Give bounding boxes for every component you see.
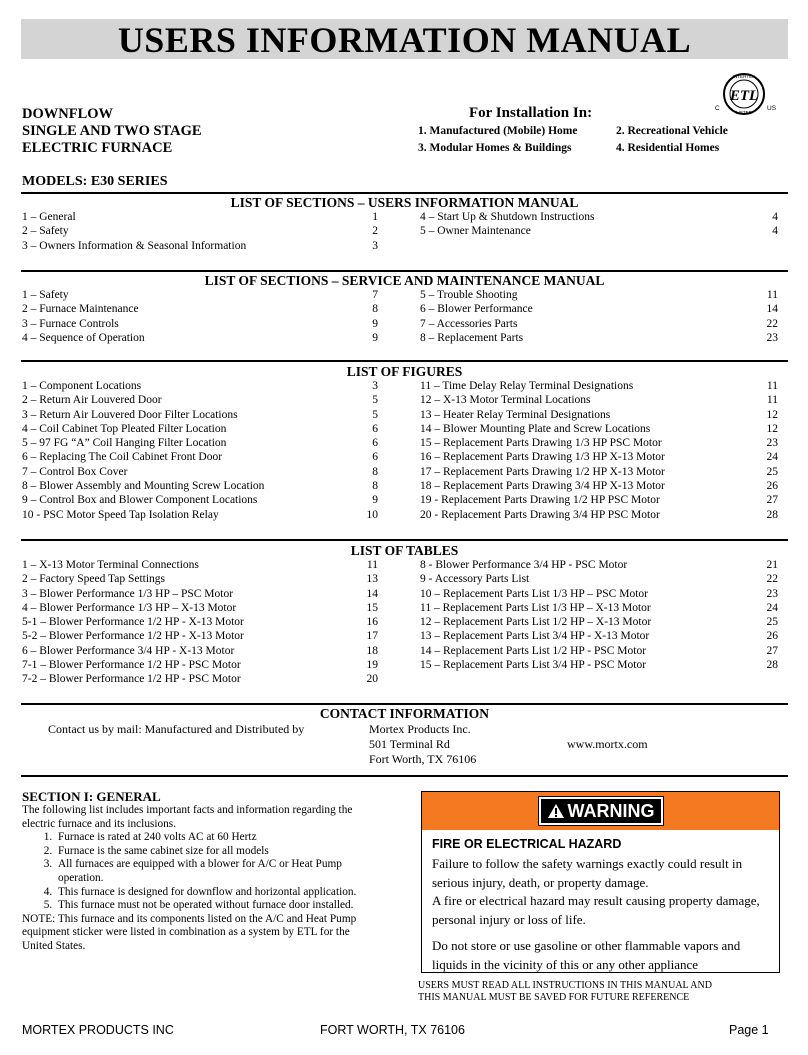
list-item	[420, 629, 778, 643]
item-title: 6 – Blower Performance	[420, 303, 533, 316]
item-title: 15 – Replacement Parts List 3/4 HP - PSC Motor	[420, 659, 647, 672]
page-number: 12	[766, 408, 778, 421]
page-number: 26	[766, 480, 778, 493]
list-item	[420, 601, 778, 615]
page-number: 27	[766, 644, 778, 657]
list-item	[420, 331, 778, 345]
item-title: 5 – Owner Maintenance	[420, 225, 531, 238]
contact-title: CONTACT INFORMATION	[319, 706, 490, 721]
page-number: 23	[766, 437, 778, 450]
footer-page-number: Page 1	[729, 1023, 769, 1037]
list-item	[22, 508, 378, 522]
page-number: 20	[366, 673, 378, 686]
item-title: 4 – Start Up & Shutdown Instructions	[420, 211, 595, 223]
page-number: 11	[766, 394, 778, 407]
users-sections-right	[420, 210, 778, 239]
page-number: 25	[766, 465, 778, 478]
page-number: 13	[366, 573, 378, 586]
list-item	[22, 224, 378, 238]
list-item	[420, 572, 778, 586]
general-note: NOTE: This furnace and its components listed on the A/C and Heat Pump equipment sticker were listed in combination as a system by ETL for the United States.	[22, 912, 357, 952]
item-title: 16 – Replacement Parts Drawing 1/3 HP X-13 Motor	[420, 451, 665, 464]
list-item	[420, 422, 778, 436]
divider	[21, 192, 788, 194]
header-line-1: DOWNFLOW	[22, 106, 114, 122]
item-title: 6 – Blower Performance 3/4 HP - X-13 Motor	[22, 644, 235, 657]
installation-item: 4. Residential Homes	[616, 142, 720, 154]
warning-para-3: Do not store or use gasoline or other flammable vapors and liquids in the vicinity of this or any other appliance	[432, 938, 741, 972]
page-number: 12	[766, 422, 778, 435]
item-title: 8 - Blower Performance 3/4 HP - PSC Motor	[420, 559, 628, 571]
item-title: 1 – X-13 Motor Terminal Connections	[22, 559, 199, 571]
list-item	[22, 572, 378, 586]
general-list	[22, 831, 372, 913]
website-link[interactable]: www.mortx.com	[567, 737, 648, 751]
list-item	[22, 210, 378, 224]
warning-header	[422, 792, 779, 830]
item-title: 2 – Return Air Louvered Door	[22, 394, 162, 407]
page-number: 1	[372, 211, 378, 223]
header-line-3: ELECTRIC FURNACE	[22, 140, 173, 156]
item-title: 2 – Safety	[22, 225, 69, 238]
item-title: 12 – X-13 Motor Terminal Locations	[420, 394, 591, 407]
page-number: 18	[366, 644, 378, 657]
list-item	[22, 422, 378, 436]
item-title: 8 – Blower Assembly and Mounting Screw Location	[22, 480, 265, 493]
divider	[21, 539, 788, 541]
page-number: 4	[772, 225, 778, 238]
etl-c: C	[715, 105, 720, 112]
warning-para-1: Failure to follow the safety warnings exactly could result in serious injury, death, or property damage.	[432, 856, 743, 890]
page-number: 9	[372, 331, 378, 344]
list-item	[420, 224, 778, 238]
page-number: 9	[372, 494, 378, 507]
item-title: 18 – Replacement Parts Drawing 3/4 HP X-13 Motor	[420, 480, 665, 493]
list-item	[420, 302, 778, 316]
page-number: 5	[372, 394, 378, 407]
must-read-line: USERS MUST READ ALL INSTRUCTIONS IN THIS MANUAL AND	[418, 980, 712, 991]
item-title: 7 – Accessories Parts	[420, 317, 518, 330]
divider	[21, 703, 788, 705]
list-item	[420, 436, 778, 450]
etl-top-text: INTERTEK	[732, 74, 756, 79]
figures-title: LIST OF FIGURES	[346, 364, 463, 379]
page-number: 11	[766, 380, 778, 392]
list-item	[420, 465, 778, 479]
item-title: 4 – Blower Performance 1/3 HP – X-13 Motor	[22, 601, 237, 614]
models-line: MODELS: E30 SERIES	[22, 174, 168, 189]
item-title: 9 - Accessory Parts List	[420, 573, 530, 586]
list-item	[420, 587, 778, 601]
list-item: 5. This furnace must not be operated without furnace door installed.	[55, 899, 372, 913]
list-item	[420, 493, 778, 507]
installation-item: 1. Manufactured (Mobile) Home	[418, 125, 578, 137]
list-item	[22, 587, 378, 601]
list-item: 2. Furnace is the same cabinet size for all models	[55, 845, 372, 859]
tables-title: LIST OF TABLES	[350, 543, 459, 558]
item-title: 2 – Furnace Maintenance	[22, 303, 139, 316]
section-general-body	[22, 804, 372, 954]
item-title: 13 – Heater Relay Terminal Designations	[420, 408, 611, 421]
page-number: 24	[766, 601, 778, 614]
page-number: 3	[372, 380, 378, 392]
page-number: 3	[372, 239, 378, 252]
city-address: Fort Worth, TX 76106	[369, 752, 477, 766]
street-address: 501 Terminal Rd	[369, 737, 450, 751]
item-title: 13 – Replacement Parts List 3/4 HP - X-13 Motor	[420, 630, 650, 643]
item-title: 11 – Replacement Parts List 1/3 HP – X-13 Motor	[420, 601, 651, 614]
list-item	[22, 644, 378, 658]
list-item	[420, 450, 778, 464]
installation-item: 3. Modular Homes & Buildings	[418, 142, 572, 154]
warning-box	[421, 791, 780, 973]
page-number: 25	[766, 616, 778, 629]
list-item	[420, 408, 778, 422]
document-title: USERS INFORMATION MANUAL	[21, 19, 788, 59]
footer-location: FORT WORTH, TX 76106	[320, 1023, 465, 1037]
page-number: 6	[372, 451, 378, 464]
list-item	[22, 302, 378, 316]
section-general-title: SECTION I: GENERAL	[22, 789, 161, 804]
item-title: 2 – Factory Speed Tap Settings	[22, 573, 166, 586]
item-title: 3 – Furnace Controls	[22, 317, 119, 330]
contact-label: Contact us by mail: Manufactured and Distributed by	[48, 722, 305, 736]
item-title: 3 – Return Air Louvered Door Filter Locations	[22, 408, 238, 421]
list-item	[22, 288, 378, 302]
list-item	[22, 493, 378, 507]
page-number: 2	[372, 225, 378, 238]
list-item	[420, 317, 778, 331]
item-title: 6 – Replacing The Coil Cabinet Front Door	[22, 451, 223, 464]
item-title: 1 – General	[22, 211, 76, 223]
list-item	[22, 465, 378, 479]
list-item	[22, 601, 378, 615]
page-number: 15	[366, 601, 378, 614]
page-number: 11	[766, 289, 778, 301]
item-title: 4 – Coil Cabinet Top Pleated Filter Location	[22, 422, 227, 435]
figures-right	[420, 379, 778, 522]
list-item	[22, 393, 378, 407]
page-number: 14	[366, 587, 378, 600]
page-number: 6	[372, 422, 378, 435]
list-item: 1. Furnace is rated at 240 volts AC at 60 Hertz	[55, 831, 372, 845]
list-item	[420, 508, 778, 522]
etl-mark: ETL	[729, 88, 759, 104]
list-item	[22, 629, 378, 643]
item-title: 15 – Replacement Parts Drawing 1/3 HP PSC Motor	[420, 437, 662, 450]
item-title: 5 – 97 FG “A” Coil Hanging Filter Location	[22, 437, 227, 450]
list-item	[22, 331, 378, 345]
divider	[21, 270, 788, 272]
list-item	[420, 558, 778, 572]
list-item	[22, 450, 378, 464]
item-title: 5-1 – Blower Performance 1/2 HP - X-13 Motor	[22, 616, 244, 629]
list-item	[420, 393, 778, 407]
warning-label	[539, 797, 663, 825]
page-number: 9	[372, 317, 378, 330]
page-number: 4	[772, 211, 778, 223]
list-item	[22, 658, 378, 672]
item-title: 17 – Replacement Parts Drawing 1/2 HP X-13 Motor	[420, 465, 665, 478]
page-number: 14	[766, 303, 778, 316]
page-number: 10	[366, 508, 378, 521]
list-item	[420, 288, 778, 302]
warning-para-2: A fire or electrical hazard may result causing property damage, personal injury or loss of life.	[432, 893, 760, 927]
list-item: 3. All furnaces are equipped with a blower for A/C or Heat Pump operation.	[55, 858, 372, 885]
page-number: 6	[372, 437, 378, 450]
etl-listed-logo	[710, 70, 778, 120]
list-item	[22, 479, 378, 493]
item-title: 7 – Control Box Cover	[22, 465, 128, 478]
list-item	[420, 644, 778, 658]
page-number: 17	[366, 630, 378, 643]
must-read-notice	[418, 980, 712, 1004]
page-number: 21	[766, 559, 778, 571]
item-title: 14 – Replacement Parts List 1/2 HP - PSC Motor	[420, 644, 647, 657]
item-title: 11 – Time Delay Relay Terminal Designations	[420, 380, 634, 392]
page-number: 8	[372, 303, 378, 316]
company-name: Mortex Products Inc.	[369, 722, 471, 736]
item-title: 12 – Replacement Parts List 1/2 HP – X-13 Motor	[420, 616, 652, 629]
users-sections-left	[22, 210, 378, 253]
service-sections-right	[420, 288, 778, 345]
list-item	[22, 615, 378, 629]
list-item	[420, 379, 778, 393]
installation-title: For Installation In:	[469, 105, 593, 121]
divider	[21, 360, 788, 362]
header-line-2: SINGLE AND TWO STAGE	[22, 123, 202, 139]
item-title: 9 – Control Box and Blower Component Locations	[22, 494, 258, 507]
page-number: 19	[366, 659, 378, 672]
page-number: 23	[766, 331, 778, 344]
hazard-title: FIRE OR ELECTRICAL HAZARD	[432, 837, 622, 851]
page-number: 26	[766, 630, 778, 643]
page-number: 22	[766, 573, 778, 586]
installation-item: 2. Recreational Vehicle	[616, 125, 728, 137]
item-title: 1 – Safety	[22, 289, 69, 301]
item-title: 8 – Replacement Parts	[420, 331, 524, 344]
figures-left	[22, 379, 378, 522]
list-item	[420, 210, 778, 224]
item-title: 3 – Owners Information & Seasonal Information	[22, 239, 247, 252]
page-number: 24	[766, 451, 778, 464]
must-read-line: THIS MANUAL MUST BE SAVED FOR FUTURE REFERENCE	[418, 992, 690, 1003]
item-title: 7-2 – Blower Performance 1/2 HP - PSC Motor	[22, 673, 241, 686]
item-title: 10 - PSC Motor Speed Tap Isolation Relay	[22, 508, 219, 521]
item-title: 1 – Component Locations	[22, 380, 142, 392]
list-item: 4. This furnace is designed for downflow and horizontal application.	[55, 886, 372, 900]
item-title: 4 – Sequence of Operation	[22, 331, 145, 344]
item-title: 5 – Trouble Shooting	[420, 289, 518, 301]
page-number: 23	[766, 587, 778, 600]
warning-triangle-icon	[547, 803, 565, 819]
item-title: 10 – Replacement Parts List 1/3 HP – PSC Motor	[420, 587, 648, 600]
users-sections-title: LIST OF SECTIONS – USERS INFORMATION MANUAL	[230, 195, 579, 210]
item-title: 5-2 – Blower Performance 1/2 HP - X-13 Motor	[22, 630, 244, 643]
item-title: 14 – Blower Mounting Plate and Screw Locations	[420, 422, 651, 435]
page-number: 16	[366, 616, 378, 629]
warning-label-text: WARNING	[567, 801, 655, 821]
list-item	[22, 379, 378, 393]
page-number: 8	[372, 465, 378, 478]
contact-address	[369, 722, 476, 767]
divider	[21, 775, 788, 777]
list-item	[22, 558, 378, 572]
item-title: 3 – Blower Performance 1/3 HP – PSC Motor	[22, 587, 234, 600]
page-number: 5	[372, 408, 378, 421]
page-number: 28	[766, 508, 778, 521]
page-number: 7	[372, 289, 378, 301]
list-item	[420, 479, 778, 493]
item-title: 19 - Replacement Parts Drawing 1/2 HP PSC Motor	[420, 494, 660, 507]
footer-company: MORTEX PRODUCTS INC	[22, 1023, 174, 1037]
page-number: 27	[766, 494, 778, 507]
general-intro: The following list includes important facts and information regarding the electric furnace and its inclusions.	[22, 804, 353, 830]
list-item	[22, 239, 378, 253]
page-number: 8	[372, 480, 378, 493]
page-number: 28	[766, 659, 778, 672]
list-item	[420, 658, 778, 672]
tables-left	[22, 558, 378, 687]
list-item	[22, 408, 378, 422]
item-title: 20 - Replacement Parts Drawing 3/4 HP PSC Motor	[420, 508, 660, 521]
etl-us: US	[767, 105, 777, 112]
page-number: 11	[366, 559, 378, 571]
item-title: 7-1 – Blower Performance 1/2 HP - PSC Motor	[22, 659, 241, 672]
list-item	[420, 615, 778, 629]
service-sections-left	[22, 288, 378, 345]
list-item	[22, 436, 378, 450]
page-number: 22	[766, 317, 778, 330]
list-item	[22, 672, 378, 686]
etl-bottom-text: LISTED	[736, 110, 752, 115]
tables-right	[420, 558, 778, 672]
service-sections-title: LIST OF SECTIONS – SERVICE AND MAINTENANCE MANUAL	[204, 273, 605, 288]
list-item	[22, 317, 378, 331]
